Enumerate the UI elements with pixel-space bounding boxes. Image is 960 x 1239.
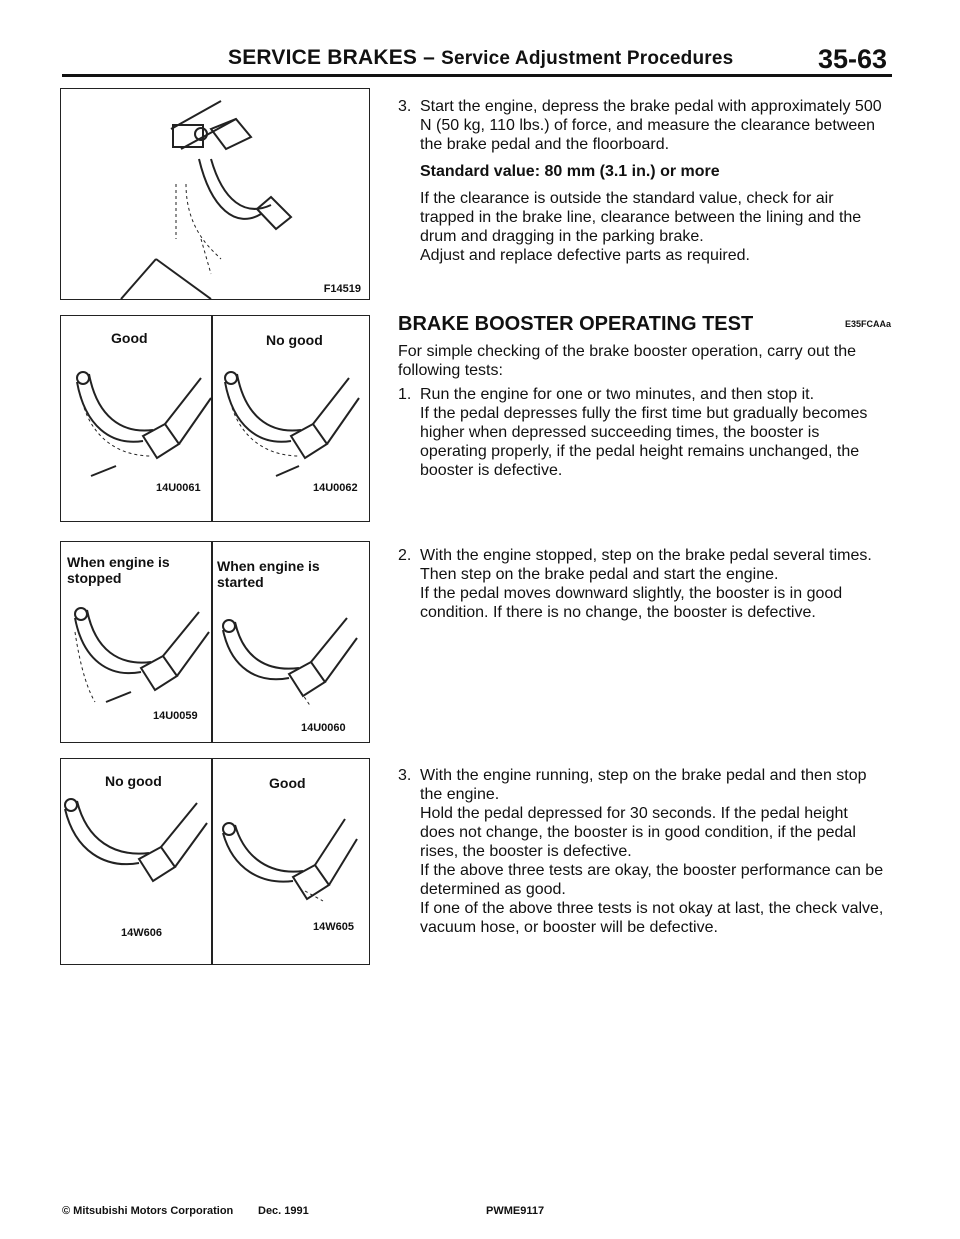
pedal-clearance-step — [398, 97, 884, 273]
figure-code-left: 14U0061 — [156, 482, 201, 494]
standard-value: Standard value: 80 mm (3.1 in.) or more — [420, 163, 720, 180]
figure-label-left: Good — [111, 330, 148, 346]
step-text: With the engine stopped, step on the brake pedal several times. — [420, 547, 872, 564]
footer-copyright: © Mitsubishi Motors Corporation — [62, 1205, 234, 1217]
page-number: 35-63 — [818, 44, 888, 74]
section-title: BRAKE BOOSTER OPERATING TEST — [398, 313, 754, 335]
step-number: 1. — [398, 386, 412, 403]
booster-test-step-1 — [398, 385, 884, 488]
figure-label-right: No good — [266, 332, 323, 348]
step-number: 2. — [398, 547, 412, 564]
figure-code-left: 14U0059 — [153, 710, 198, 722]
page-header — [228, 46, 733, 70]
pedal-clearance-drawing — [61, 89, 369, 299]
step-text: Run the engine for one or two minutes, and then stop it. — [420, 386, 815, 403]
header-subsection: Service Adjustment Procedures — [441, 48, 734, 69]
step-text: Start the engine, depress the brake pedal with approximately 500 N (50 kg, 110 lbs.) of force, and measure the clearance between the brake pedal and the floorboard. — [420, 98, 882, 153]
header-rule — [62, 74, 892, 77]
figure-good-nogood-2 — [60, 758, 370, 965]
footer-date: Dec. 1991 — [258, 1205, 309, 1217]
step-text: If the pedal depresses fully the first time but gradually becomes higher when depressed succeeding times, the booster is operating properly, if the pedal height remains unchanged, the booster is defective. — [420, 405, 868, 479]
step-text: With the engine running, step on the brake pedal and then stop the engine. — [420, 767, 867, 803]
figure-code-left: 14W606 — [121, 927, 162, 939]
footer-doc-code: PWME9117 — [486, 1205, 545, 1217]
step-note: If the clearance is outside the standard value, check for air trapped in the brake line, clearance between the lining and the drum and dragging in the parking brake. — [420, 190, 862, 245]
figure-code-right: 14U0062 — [313, 482, 358, 494]
step-text: If one of the above three tests is not okay at last, the check valve, vacuum hose, or booster will be defective. — [420, 900, 884, 936]
figure-label-right: When engine is started — [217, 558, 320, 590]
header-section: SERVICE BRAKES — [228, 46, 418, 69]
figure-engine-stopped-started — [60, 541, 370, 743]
step-text: If the pedal moves downward slightly, the booster is in good condition. If there is no change, the booster is defective. — [420, 585, 843, 621]
booster-test-step-2 — [398, 546, 884, 630]
figure-label-left: No good — [105, 773, 162, 789]
step-note: Adjust and replace defective parts as required. — [420, 247, 750, 264]
header-dash: – — [423, 46, 436, 69]
step-number: 3. — [398, 767, 412, 784]
figure-label-right: Good — [269, 775, 306, 791]
booster-test-drawing-3 — [61, 759, 369, 964]
figure-label-left: When engine is stopped — [67, 554, 170, 586]
figure-pedal-clearance — [60, 88, 370, 300]
section-code: E35FCAAa — [845, 319, 892, 329]
figure-code: F14519 — [323, 283, 361, 295]
step-text: Hold the pedal depressed for 30 seconds. If the pedal height does not change, the booster is in good condition, if the pedal rises, the booster is defective. — [420, 805, 856, 860]
booster-test-drawing-2 — [61, 542, 369, 742]
step-text: If the above three tests are okay, the booster performance can be determined as good. — [420, 862, 884, 898]
step-number: 3. — [398, 98, 412, 115]
figure-code-right: 14U0060 — [301, 722, 346, 734]
step-text: Then step on the brake pedal and start the engine. — [420, 566, 779, 583]
figure-good-nogood-1 — [60, 315, 370, 522]
booster-test-step-3 — [398, 766, 884, 945]
section-intro: For simple checking of the brake booster operation, carry out the following tests: — [398, 343, 857, 379]
figure-code-right: 14W605 — [313, 921, 354, 933]
